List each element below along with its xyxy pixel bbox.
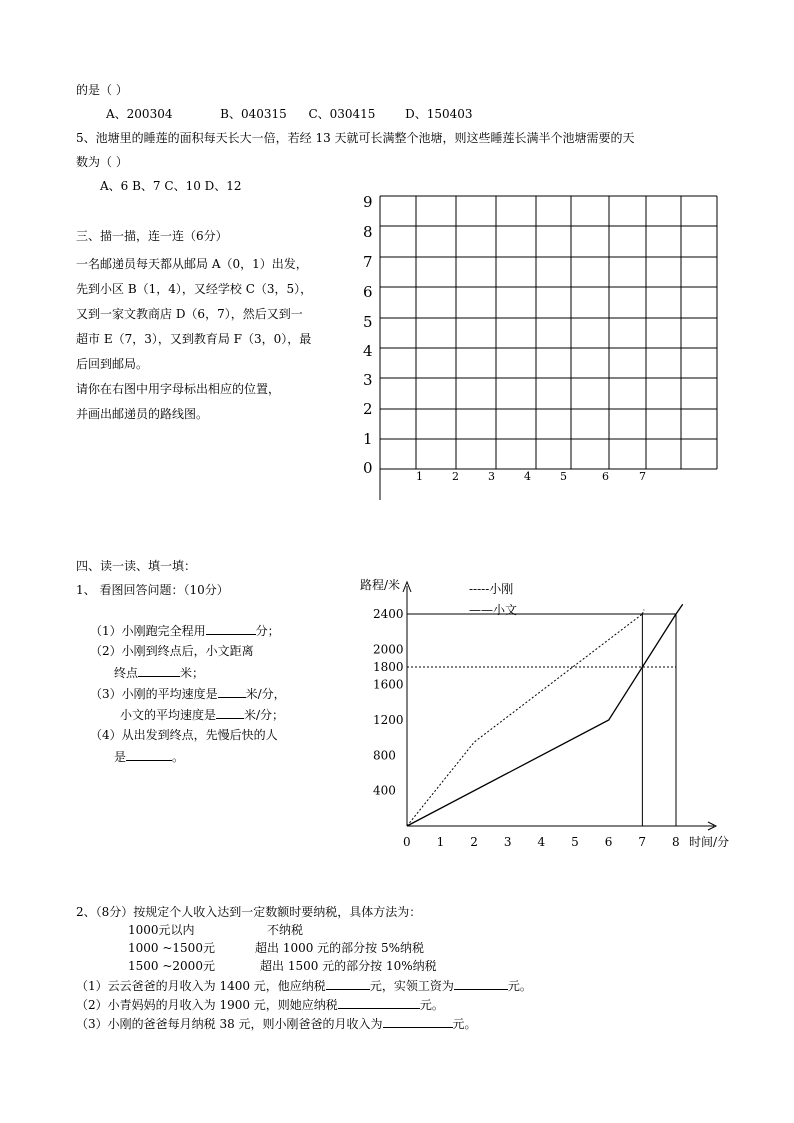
grid-x-label: 4 <box>524 470 531 483</box>
answer-blank[interactable] <box>338 994 420 1009</box>
grid-x-label: 6 <box>602 470 609 483</box>
q4-option-a: A、200304 <box>106 107 173 121</box>
y-tick-label: 2000 <box>373 642 404 657</box>
section4-q1-title: 1、 看图回答问题：（10分） <box>76 583 229 597</box>
grid-y-label: 1 <box>363 430 373 448</box>
x-tick-label: 4 <box>537 835 546 849</box>
q2-sub3 <box>76 1013 477 1034</box>
grid-y-label: 2 <box>363 400 373 418</box>
y-tick-label: 1800 <box>373 660 404 674</box>
q5-line2: 数为（ ） <box>76 155 128 169</box>
section3-line: 后回到邮局。 <box>76 357 149 371</box>
y-tick-label: 800 <box>373 748 396 763</box>
q1-item-suffix: 米/分； <box>244 708 285 722</box>
section3-heading: 三、描一描，连一连（6分） <box>76 229 228 243</box>
q5-options: A、6 B、7 C、10 D、12 <box>100 179 242 193</box>
q2-rule-range: 1000元以内 <box>128 923 195 937</box>
q2-title: 2、（8分）按规定个人收入达到一定数额时要纳税，具体方法为： <box>76 905 422 919</box>
q1-item-text: 小文的平均速度是 <box>120 708 217 722</box>
grid-x-label: 5 <box>560 470 567 483</box>
q1-item-suffix: 。 <box>172 750 185 764</box>
y-tick-label: 1200 <box>373 713 404 727</box>
q4-option-b: B、040315 <box>220 107 287 121</box>
chart-ylabel: 路程/米 <box>360 578 401 592</box>
grid-x-label: 2 <box>452 470 459 483</box>
q2-sub-text: （2）小青妈妈的月收入为 1900 元，则她应纳税 <box>76 998 338 1012</box>
q4-option-c: C、030415 <box>308 107 376 121</box>
grid-y-label: 8 <box>363 223 373 241</box>
q2-sub1 <box>76 975 532 996</box>
grid-y-label: 3 <box>363 371 373 389</box>
x-tick-label: 8 <box>672 835 680 849</box>
q2-sub-text: 元。 <box>452 1017 477 1031</box>
grid-y-label: 6 <box>363 283 373 301</box>
q1-item-suffix: 米； <box>180 666 205 680</box>
series-line-xiaogang <box>407 614 642 826</box>
series-extension <box>642 610 644 614</box>
grid-y-label: 9 <box>363 193 373 211</box>
q2-sub-text: （1）云云爸爸的月收入为 1400 元，他应纳税 <box>76 979 326 993</box>
answer-blank[interactable] <box>454 975 508 990</box>
chart-axes <box>403 582 716 830</box>
grid-y-label: 5 <box>363 313 373 331</box>
section3-line: 先到小区 B（1，4），又经学校 C（3，5）， <box>76 282 313 296</box>
q2-rule-text: 超出 1000 元的部分按 5%纳税 <box>255 941 425 955</box>
q2-sub-text: （3）小刚的爸爸每月纳税 38 元，则小刚爸爸的月收入为 <box>76 1017 383 1031</box>
chart-guides <box>407 614 676 826</box>
x-tick-label: 0 <box>403 835 411 849</box>
series-extension <box>676 604 683 614</box>
q2-sub-text: 元，实领工资为 <box>369 979 454 993</box>
y-tick-label: 1600 <box>373 677 404 692</box>
section3-line: 又到一家文教商店 D（6，7），然后又到一 <box>76 307 303 321</box>
q2-rule-range: 1000 ~1500元 <box>128 941 215 955</box>
chart-xlabel: 时间/分 <box>689 835 730 849</box>
q1-item-text: （3）小刚的平均速度是 <box>90 687 218 701</box>
q2-rule-text: 不纳税 <box>267 923 304 937</box>
grid-x-label: 1 <box>416 470 423 483</box>
q2-sub-text: 元。 <box>507 979 532 993</box>
answer-blank[interactable] <box>383 1013 453 1028</box>
q2-rule-range: 1500 ~2000元 <box>128 959 215 973</box>
grid-y-label: 0 <box>363 459 373 477</box>
q1-item-suffix: 米/分， <box>245 687 286 701</box>
q1-item-text: 是 <box>114 750 127 764</box>
section3-line: 请你在右图中用字母标出相应的位置， <box>76 382 281 396</box>
q4-tail: 的是（ ） <box>76 83 128 97</box>
grid-y-label: 4 <box>363 342 373 360</box>
q1-item-text: （1）小刚跑完全程用 <box>90 624 206 638</box>
section3-line: 超市 E（7，3），又到教育局 F（3，0），最 <box>76 332 312 346</box>
x-tick-label: 5 <box>571 835 579 849</box>
x-tick-label: 1 <box>436 835 445 849</box>
q2-sub2 <box>76 994 444 1015</box>
grid-y-label: 7 <box>363 253 373 271</box>
legend-xiaogang: -----小刚 <box>469 582 514 596</box>
q4-option-d: D、150403 <box>405 107 473 121</box>
answer-blank[interactable] <box>326 975 370 990</box>
x-tick-label: 6 <box>604 835 613 849</box>
legend-xiaowen: ——小文 <box>469 603 518 617</box>
section3-line: 一名邮递员每天都从邮局 A（0，1）出发， <box>76 257 308 271</box>
chart-series <box>407 604 683 826</box>
grid-x-label: 7 <box>639 470 646 483</box>
section4-heading: 四、读一读、填一填： <box>76 559 197 573</box>
q2-sub-text: 元。 <box>419 998 444 1012</box>
q1-item-text: （4）从出发到终点，先慢后快的人 <box>90 728 278 742</box>
q1-item-suffix: 分； <box>255 624 280 638</box>
grid-x-label: 3 <box>488 470 495 483</box>
q2-rule-text: 超出 1500 元的部分按 10%纳税 <box>260 959 437 973</box>
x-tick-label: 7 <box>638 835 647 849</box>
x-tick-label: 2 <box>470 835 478 849</box>
section3-line: 并画出邮递员的路线图。 <box>76 407 209 421</box>
series-line-xiaowen <box>407 614 676 826</box>
y-tick-label: 2400 <box>373 607 404 621</box>
q1-item-text: （2）小刚到终点后，小文距离 <box>90 644 254 658</box>
q1-item-text: 终点 <box>114 666 139 680</box>
q5-line1: 5、池塘里的睡莲的面积每天长大一倍，若经 13 天就可长满整个池塘，则这些睡莲长满半个池塘需要的天 <box>76 131 635 145</box>
chart-ticks <box>373 607 680 849</box>
x-tick-label: 3 <box>503 835 512 849</box>
y-tick-label: 400 <box>373 783 396 798</box>
